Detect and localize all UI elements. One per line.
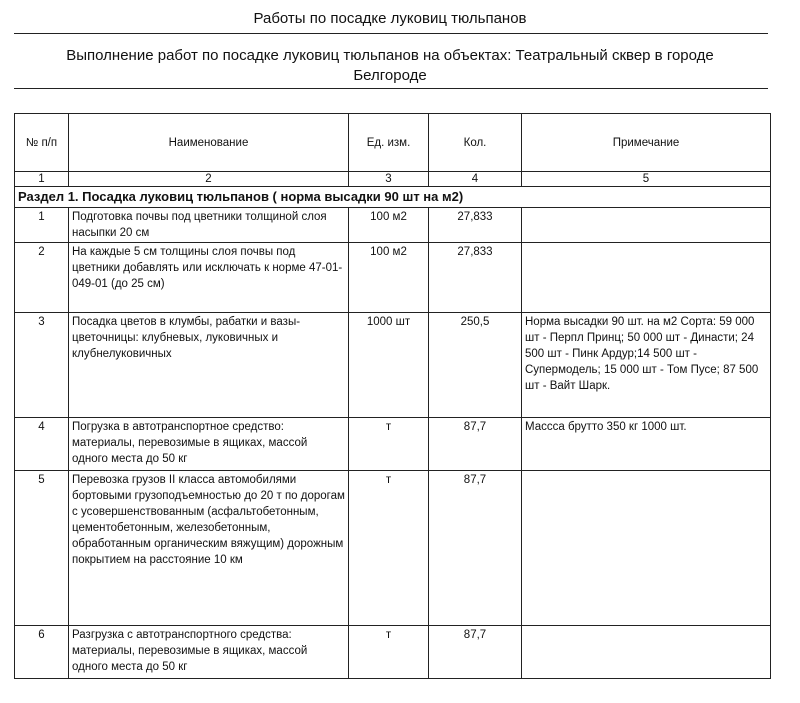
row-name: На каждые 5 см толщины слоя почвы под цветники добавлять или исключать к норме 47-01-049-01 (до 25 см) (69, 243, 349, 313)
subtitle-line-2: Белгороде (353, 67, 427, 84)
row-qty: 250,5 (429, 313, 522, 418)
section-title: Раздел 1. Посадка луковиц тюльпанов ( норма высадки 90 шт на м2) (15, 187, 771, 208)
row-note (522, 626, 771, 679)
row-name: Посадка цветов в клумбы, рабатки и вазы-цветочницы: клубневых, луковичных и клубнелуковичных (69, 313, 349, 418)
row-name: Перевозка грузов II класса автомобилями бортовыми грузоподъемностью до 20 т по дорогам с усовершенствованным (асфальтобетонным, цементобетонным, железобетонным, обработанным органическим вяжущим) дорожным покрытием на расстояние 10 км (69, 471, 349, 626)
row-note (522, 243, 771, 313)
works-table (14, 113, 771, 679)
column-number: 2 (69, 172, 349, 187)
column-header-num: № п/п (15, 114, 69, 172)
column-number-row (15, 172, 771, 187)
column-number: 5 (522, 172, 771, 187)
row-unit: 100 м2 (349, 243, 429, 313)
row-qty: 27,833 (429, 208, 522, 243)
subtitle-line-1: Выполнение работ по посадке луковиц тюльпанов на объектах: Театральный сквер в городе (66, 47, 714, 64)
section-row (15, 187, 771, 208)
row-number: 4 (15, 418, 69, 471)
column-number: 3 (349, 172, 429, 187)
row-note: Норма высадки 90 шт. на м2 Сорта: 59 000 шт - Перпл Принц; 50 000 шт - Династи; 24 500 шт - Пинк Ардур;14 500 шт - Супермодель; 15 000 шт - Том Пусе; 87 500 шт - Вайт Шарк. (522, 313, 771, 418)
row-number: 5 (15, 471, 69, 626)
row-number: 6 (15, 626, 69, 679)
row-name: Погрузка в автотранспортное средство: материалы, перевозимые в ящиках, массой одного места до 50 кг (69, 418, 349, 471)
row-number: 2 (15, 243, 69, 313)
table-row (15, 471, 771, 626)
row-note (522, 471, 771, 626)
row-number: 1 (15, 208, 69, 243)
table-row (15, 243, 771, 313)
column-header-qty: Кол. (429, 114, 522, 172)
column-header-note: Примечание (522, 114, 771, 172)
row-note: Массса брутто 350 кг 1000 шт. (522, 418, 771, 471)
table-header-row (15, 114, 771, 172)
row-qty: 87,7 (429, 626, 522, 679)
table-row (15, 418, 771, 471)
column-header-name: Наименование (69, 114, 349, 172)
table-row (15, 208, 771, 243)
row-number: 3 (15, 313, 69, 418)
column-number: 4 (429, 172, 522, 187)
row-qty: 87,7 (429, 418, 522, 471)
table-row (15, 626, 771, 679)
column-number: 1 (15, 172, 69, 187)
table-row (15, 313, 771, 418)
row-qty: 27,833 (429, 243, 522, 313)
row-name: Разгрузка с автотранспортного средства: материалы, перевозимые в ящиках, массой одного места до 50 кг (69, 626, 349, 679)
document-title: Работы по посадке луковиц тюльпанов (253, 10, 527, 27)
row-name: Подготовка почвы под цветники толщиной слоя насыпки 20 см (69, 208, 349, 243)
row-unit: 1000 шт (349, 313, 429, 418)
column-header-unit: Ед. изм. (349, 114, 429, 172)
row-unit: т (349, 471, 429, 626)
row-unit: т (349, 626, 429, 679)
row-qty: 87,7 (429, 471, 522, 626)
subtitle-divider (14, 88, 768, 89)
title-divider (14, 33, 768, 34)
row-unit: т (349, 418, 429, 471)
row-note (522, 208, 771, 243)
row-unit: 100 м2 (349, 208, 429, 243)
document-subtitle (20, 46, 760, 86)
